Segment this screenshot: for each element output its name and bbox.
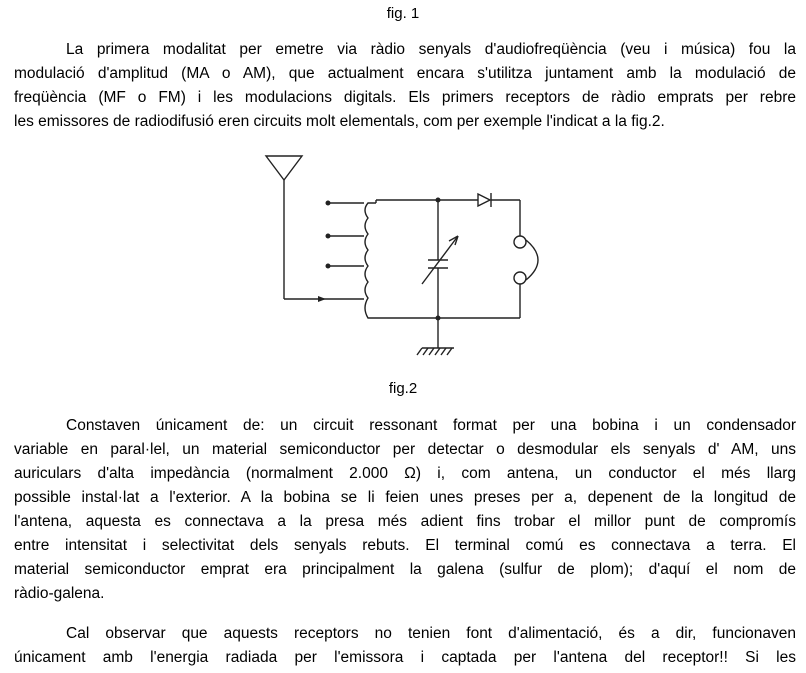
- antenna-symbol: [266, 156, 302, 180]
- figure-caption: fig.2: [388, 380, 418, 397]
- paragraph-line: entre intensitat i selectivitat dels senyals rebuts. El terminal comú es connectava a terra. El: [14, 537, 796, 554]
- paragraph-line: Cal observar que aquests receptors no tenien font d'alimentació, és a dir, funcionaven: [66, 625, 796, 642]
- paragraph-line: auriculars d'alta impedància (normalment 2.000 Ω) i, com antena, un conductor el més llarg: [14, 465, 796, 482]
- paragraph-line: l'antena, aquesta es connectava a la presa més adient fins trobar el millor punt de compromís: [14, 513, 796, 530]
- paragraph-line: Constaven únicament de: un circuit ressonant format per una bobina i un condensador: [66, 417, 796, 434]
- paragraph-1: [14, 38, 796, 134]
- paragraph-line: possible instal·lat a l'exterior. A la bobina se li feien unes preses per a, depenent de la longitud de: [14, 489, 796, 506]
- paragraph-line: La primera modalitat per emetre via ràdio senyals d'audiofreqüència (veu i música) fou la: [66, 41, 796, 58]
- variable-capacitor-arrow: [422, 236, 458, 284]
- paragraph-line: ràdio-galena.: [14, 585, 105, 602]
- paragraph-2: [14, 414, 796, 606]
- paragraph-line: les emissores de radiodifusió eren circuits molt elementals, com per exemple l'indicat a la fig.2.: [14, 113, 665, 130]
- paragraph-line: únicament amb l'energia radiada per l'emissora i captada per l'antena del receptor!! Si les: [14, 649, 796, 666]
- crystal-radio-circuit-diagram: [250, 148, 560, 363]
- paragraph-line: material semiconductor emprat era principalment la galena (sulfur de plom); d'aquí el nom de: [14, 561, 796, 578]
- paragraph-3: [14, 622, 796, 670]
- earphones-symbol: [526, 240, 538, 280]
- diode-symbol: [478, 194, 490, 206]
- coil-symbol: [365, 203, 376, 318]
- figure-top-caption: fig. 1: [386, 5, 420, 22]
- paragraph-line: modulació d'amplitud (MA o AM), que actualment encara s'utilitza juntament amb la modulació de: [14, 65, 796, 82]
- paragraph-line: freqüència (MF o FM) i les modulacions digitals. Els primers receptors de ràdio emprats per rebre: [14, 89, 796, 106]
- paragraph-line: variable en paral·lel, un material semiconductor per detectar o desmodular els senyals d' AM, uns: [14, 441, 796, 458]
